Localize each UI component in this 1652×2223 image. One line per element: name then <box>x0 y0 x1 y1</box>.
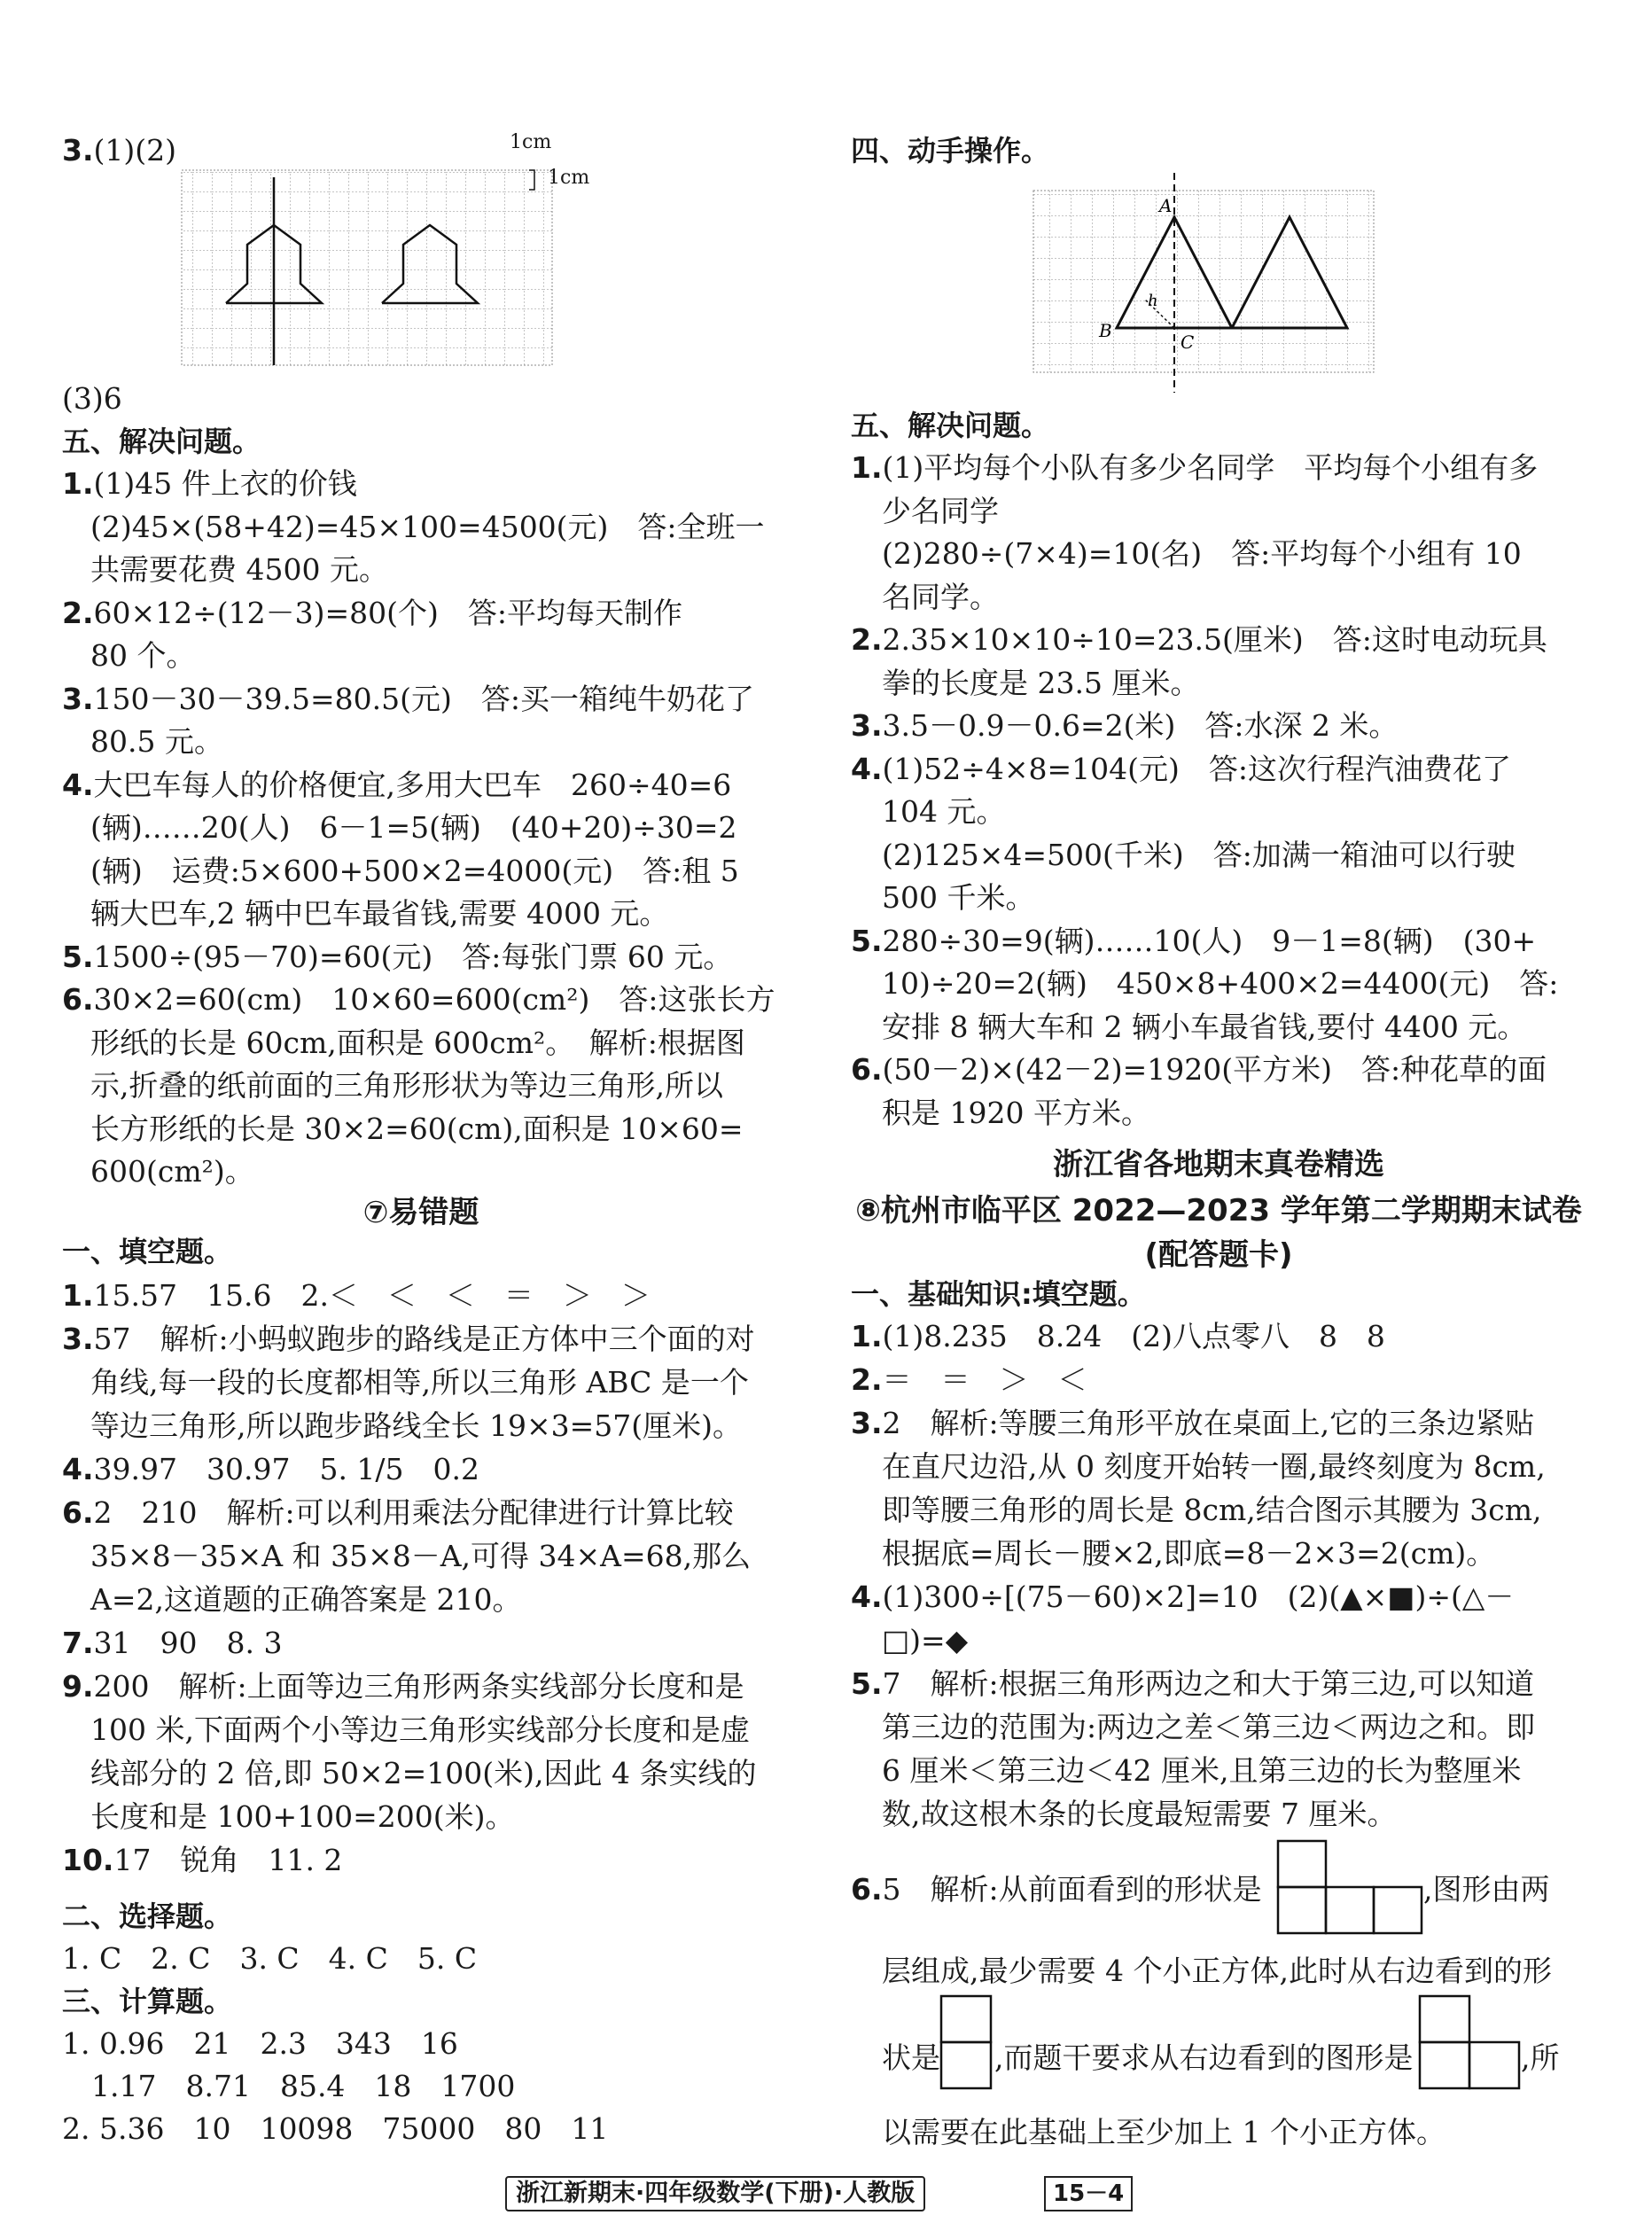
choice-title: 二、选择题。 <box>62 1899 233 1933</box>
item-text: 数,故这根木条的长度最短需要 7 厘米。 <box>882 1797 1397 1831</box>
item-text: 280÷30=9(辆)……10(人) 9－1=8(辆) (30+ <box>882 923 1537 958</box>
item-text: (1)平均每个小队有多少名同学 平均每个小组有多 <box>882 450 1539 485</box>
list-item <box>882 1094 1150 1133</box>
footer-title: 浙江新期末·四年级数学(下册)·人教版 <box>505 2176 925 2211</box>
item-text: 长方形纸的长是 30×2=60(cm),面积是 10×60= <box>90 1111 744 1146</box>
item-text: (辆) 运费:5×600+500×2=4000(元) 答:租 5 <box>90 853 739 888</box>
item-text: 39.97 30.97 5. 1/5 0.2 <box>93 1452 480 1486</box>
item-text: 57 解析:小蚂蚁跑步的路线是正方体中三个面的对 <box>93 1322 755 1356</box>
right-view-figure-b <box>1418 1994 1521 2094</box>
q3-label: 3.(1)(2) <box>62 133 176 168</box>
list-item <box>90 894 668 933</box>
item-text: 名同学。 <box>882 579 999 614</box>
exam-subtitle: (配答题卡) <box>1144 1237 1293 1273</box>
list-item <box>62 1624 282 1663</box>
list-item <box>851 1404 1534 1443</box>
list-item <box>62 594 682 633</box>
front-view-figure <box>1276 1839 1427 1937</box>
basic-title: 一、基础知识:填空题。 <box>851 1277 1146 1311</box>
list-item <box>62 766 731 805</box>
item-text: 150－30－39.5=80.5(元) 答:买一箱纯牛奶花了 <box>93 681 754 716</box>
list-item <box>90 636 195 675</box>
item-text: 17 锐角 11. 2 <box>113 1843 343 1877</box>
item-text: 即等腰三角形的周长是 8cm,结合图示其腰为 3cm, <box>882 1493 1542 1527</box>
item-number: 4. <box>851 751 883 786</box>
list-item <box>62 1450 479 1489</box>
q6-line-3-start: 状是 <box>882 2040 940 2075</box>
item-text: (1)45 件上衣的价钱 <box>93 466 357 501</box>
item-number: 3. <box>851 1406 883 1440</box>
section-7-title: ⑦易错题 <box>362 1195 479 1230</box>
item-text: 在直尺边沿,从 0 刻度开始转一圈,最终刻度为 8cm, <box>882 1449 1546 1484</box>
list-item <box>882 1621 968 1660</box>
exam-heading: 浙江省各地期末真卷精选 <box>1053 1147 1384 1182</box>
item-text: ＝ ＝ ＞ ＜ <box>882 1362 1087 1397</box>
list-item <box>90 1024 745 1063</box>
item-number: 6. <box>62 982 94 1017</box>
item-text: 30×2=60(cm) 10×60=600(cm²) 答:这张长方 <box>93 982 775 1017</box>
list-item <box>851 922 1536 961</box>
vertex-b-label: B <box>1099 320 1112 341</box>
list-item <box>62 1841 342 1880</box>
item-text: 形纸的长是 60cm,面积是 600cm²。 解析:根据图 <box>90 1025 745 1060</box>
q6-line-1: 6.5 解析:从前面看到的形状是 <box>851 1872 1262 1907</box>
list-item <box>851 750 1511 789</box>
list-item <box>90 1711 750 1750</box>
list-item <box>882 1534 1495 1573</box>
right-section-5-title: 五、解决问题。 <box>851 409 1050 442</box>
list-item <box>62 680 754 719</box>
item-text: □)=◆ <box>882 1623 969 1658</box>
q6-line-3-mid: ,而题干要求从右边看到的图形是 <box>994 2040 1414 2075</box>
list-item <box>882 792 1005 831</box>
list-item <box>882 492 999 531</box>
item-text: (2)280÷(7×4)=10(名) 答:平均每个小组有 10 <box>882 536 1522 571</box>
vertex-c-label: C <box>1181 332 1195 353</box>
list-item <box>882 878 1034 917</box>
list-item <box>882 1447 1546 1486</box>
list-item <box>882 836 1516 875</box>
item-text: 长度和是 100+100=200(米)。 <box>90 1799 515 1834</box>
item-text: (辆)……20(人) 6－1=5(辆) (40+20)÷30=2 <box>90 810 737 845</box>
q6-line-1-tail: ,图形由两 <box>1423 1872 1550 1907</box>
list-item <box>851 1361 1087 1400</box>
q6-line-4: 以需要在此基础上至少加上 1 个小正方体。 <box>882 2115 1446 2149</box>
list-item <box>90 1537 751 1576</box>
list-item <box>851 1578 1514 1617</box>
section-4-title: 四、动手操作。 <box>851 134 1050 168</box>
item-text: 1500÷(95－70)=60(元) 答:每张门票 60 元。 <box>93 939 733 974</box>
calc-title: 三、计算题。 <box>62 1985 233 2018</box>
right-view-figure-a <box>939 1994 994 2094</box>
vertex-a-label: A <box>1159 195 1173 216</box>
list-item <box>882 1795 1396 1834</box>
item-text: 辆大巴车,2 辆中巴车最省钱,需要 4000 元。 <box>90 896 669 931</box>
list-item <box>90 852 739 891</box>
item-number: 1. <box>62 466 94 501</box>
item-text: 2.35×10×10÷10=23.5(厘米) 答:这时电动玩具 <box>882 622 1547 657</box>
item-text: 少名同学 <box>882 493 999 528</box>
item-number: 7. <box>62 1626 94 1660</box>
q6-line-3-tail: ,所 <box>1521 2040 1560 2075</box>
item-text: 线部分的 2 倍,即 50×2=100(米),因此 4 条实线的 <box>90 1756 757 1790</box>
q6-line-2: 层组成,最少需要 4 个小正方体,此时从右边看到的形 <box>882 1954 1552 1988</box>
item-number: 10. <box>62 1843 114 1877</box>
item-text: 500 千米。 <box>882 880 1035 915</box>
page-footer <box>0 2176 1652 2211</box>
list-item <box>62 938 732 977</box>
list-item <box>62 1667 744 1706</box>
list-item <box>882 1491 1542 1530</box>
list-item <box>851 1665 1534 1704</box>
item-number: 6. <box>851 1052 883 1087</box>
item-number: 1. <box>851 450 883 485</box>
item-text: (1)300÷[(75－60)×2]=10 (2)(▲×■)÷(△－ <box>882 1580 1515 1614</box>
list-item <box>851 448 1538 488</box>
item-text: 安排 8 辆大车和 2 辆小车最省钱,要付 4400 元。 <box>882 1009 1527 1044</box>
item-number: 3. <box>62 681 94 716</box>
item-number: 5. <box>851 1666 883 1701</box>
list-item <box>90 1798 515 1837</box>
item-text: 7 解析:根据三角形两边之和大于第三边,可以知道 <box>882 1666 1535 1701</box>
list-item <box>90 1152 254 1191</box>
item-number: 2. <box>851 622 883 657</box>
item-number: 5. <box>851 923 883 958</box>
list-item <box>851 1050 1547 1089</box>
list-item <box>90 808 737 847</box>
item-text: 15.57 15.6 2.＜ ＜ ＜ ＝ ＞ ＞ <box>93 1278 651 1313</box>
item-text: 第三边的范围为:两边之差＜第三边＜两边之和。即 <box>882 1710 1536 1744</box>
list-item <box>90 1580 521 1619</box>
item-text: 2 210 解析:可以利用乘法分配律进行计算比较 <box>93 1495 734 1530</box>
item-number: 4. <box>62 767 94 802</box>
list-item <box>90 1363 749 1402</box>
item-number: 2. <box>62 595 94 630</box>
list-item <box>882 534 1522 573</box>
item-text: 根据底=周长－腰×2,即底=8－2×3=2(cm)。 <box>882 1536 1496 1571</box>
item-text: 10)÷20=2(辆) 450×8+400×2=4400(元) 答: <box>882 966 1559 1001</box>
list-item <box>851 706 1398 745</box>
list-item <box>90 1066 723 1105</box>
item-text: 35×8－35×A 和 35×8－A,可得 34×A=68,那么 <box>90 1539 752 1573</box>
page-number: 15－4 <box>1044 2176 1133 2211</box>
list-item <box>62 1494 734 1533</box>
list-item <box>62 980 775 1019</box>
list-item <box>90 1110 744 1149</box>
item-text: 积是 1920 平方米。 <box>882 1095 1150 1130</box>
list-item <box>90 550 388 589</box>
list-item <box>851 620 1547 659</box>
item-text: 100 米,下面两个小等边三角形实线部分长度和是虚 <box>90 1712 750 1747</box>
list-item <box>90 508 765 547</box>
list-item <box>851 1317 1385 1356</box>
list-item <box>882 578 999 617</box>
scale-height-label: 1cm <box>548 167 590 189</box>
item-number: 9. <box>62 1669 94 1704</box>
item-text: 角线,每一段的长度都相等,所以三角形 ABC 是一个 <box>90 1365 749 1400</box>
item-text: 2 解析:等腰三角形平放在桌面上,它的三条边紧贴 <box>882 1406 1535 1440</box>
item-text: 6 厘米＜第三边＜42 厘米,且第三边的长为整厘米 <box>882 1753 1522 1788</box>
item-number: 3. <box>62 1322 94 1356</box>
item-number: 1. <box>851 1319 883 1353</box>
item-text: 等边三角形,所以跑步路线全长 19×3=57(厘米)。 <box>90 1408 743 1443</box>
calc-row-1: 1. 0.96 21 2.3 343 16 <box>62 2026 458 2061</box>
section-5-title: 五、解决问题。 <box>62 425 261 458</box>
q3-part3: (3)6 <box>62 381 122 416</box>
exam-title: ⑧杭州市临平区 2022—2023 学年第二学期期末试卷 <box>855 1193 1582 1228</box>
item-text: (1)52÷4×8=104(元) 答:这次行程汽油费花了 <box>882 751 1512 786</box>
item-text: 拳的长度是 23.5 厘米。 <box>882 665 1200 700</box>
item-text: (50－2)×(42－2)=1920(平方米) 答:种花草的面 <box>882 1052 1547 1087</box>
list-item <box>882 1008 1526 1047</box>
list-item <box>62 464 357 503</box>
scale-width-label: 1cm <box>510 131 552 153</box>
item-number: 3. <box>851 708 883 743</box>
item-text: 600(cm²)。 <box>90 1154 254 1189</box>
item-text: 共需要花费 4500 元。 <box>90 552 388 587</box>
fill-title: 一、填空题。 <box>62 1235 233 1268</box>
item-number: 4. <box>62 1452 94 1486</box>
calc-row-3: 2. 5.36 10 10098 75000 80 11 <box>62 2111 609 2146</box>
list-item <box>882 1751 1521 1790</box>
list-item <box>882 964 1558 1003</box>
item-number: 4. <box>851 1580 883 1614</box>
height-label: h <box>1148 292 1158 310</box>
item-text: 3.5－0.9－0.6=2(米) 答:水深 2 米。 <box>882 708 1399 743</box>
list-item <box>62 1320 755 1359</box>
choice-answers: 1. C 2. C 3. C 4. C 5. C <box>62 1941 478 1976</box>
item-text: (2)45×(58+42)=45×100=4500(元) 答:全班一 <box>90 509 765 544</box>
item-number: 2. <box>851 1362 883 1397</box>
calc-row-2: 1.17 8.71 85.4 18 1700 <box>62 2069 516 2103</box>
item-text: A=2,这道题的正确答案是 210。 <box>90 1582 522 1617</box>
item-text: 示,折叠的纸前面的三角形形状为等边三角形,所以 <box>90 1068 723 1103</box>
triangle-grid-figure <box>1028 173 1383 394</box>
item-text: 80.5 元。 <box>90 724 223 759</box>
item-text: 200 解析:上面等边三角形两条实线部分长度和是 <box>93 1669 744 1704</box>
list-item <box>90 1754 756 1793</box>
list-item <box>882 664 1199 703</box>
item-text: 31 90 8. 3 <box>93 1626 283 1660</box>
item-number: 5. <box>62 939 94 974</box>
item-text: 104 元。 <box>882 794 1006 829</box>
list-item <box>90 1407 742 1446</box>
list-item <box>90 722 223 761</box>
item-number: 1. <box>62 1278 94 1313</box>
item-text: (2)125×4=500(千米) 答:加满一箱油可以行驶 <box>882 837 1516 872</box>
item-text: (1)8.235 8.24 (2)八点零八 8 8 <box>882 1319 1385 1353</box>
item-number: 6. <box>62 1495 94 1530</box>
list-item <box>62 1276 651 1315</box>
item-text: 80 个。 <box>90 638 196 673</box>
item-text: 60×12÷(12－3)=80(个) 答:平均每天制作 <box>93 595 683 630</box>
list-item <box>882 1708 1535 1747</box>
item-text: 大巴车每人的价格便宜,多用大巴车 260÷40=6 <box>93 767 732 802</box>
